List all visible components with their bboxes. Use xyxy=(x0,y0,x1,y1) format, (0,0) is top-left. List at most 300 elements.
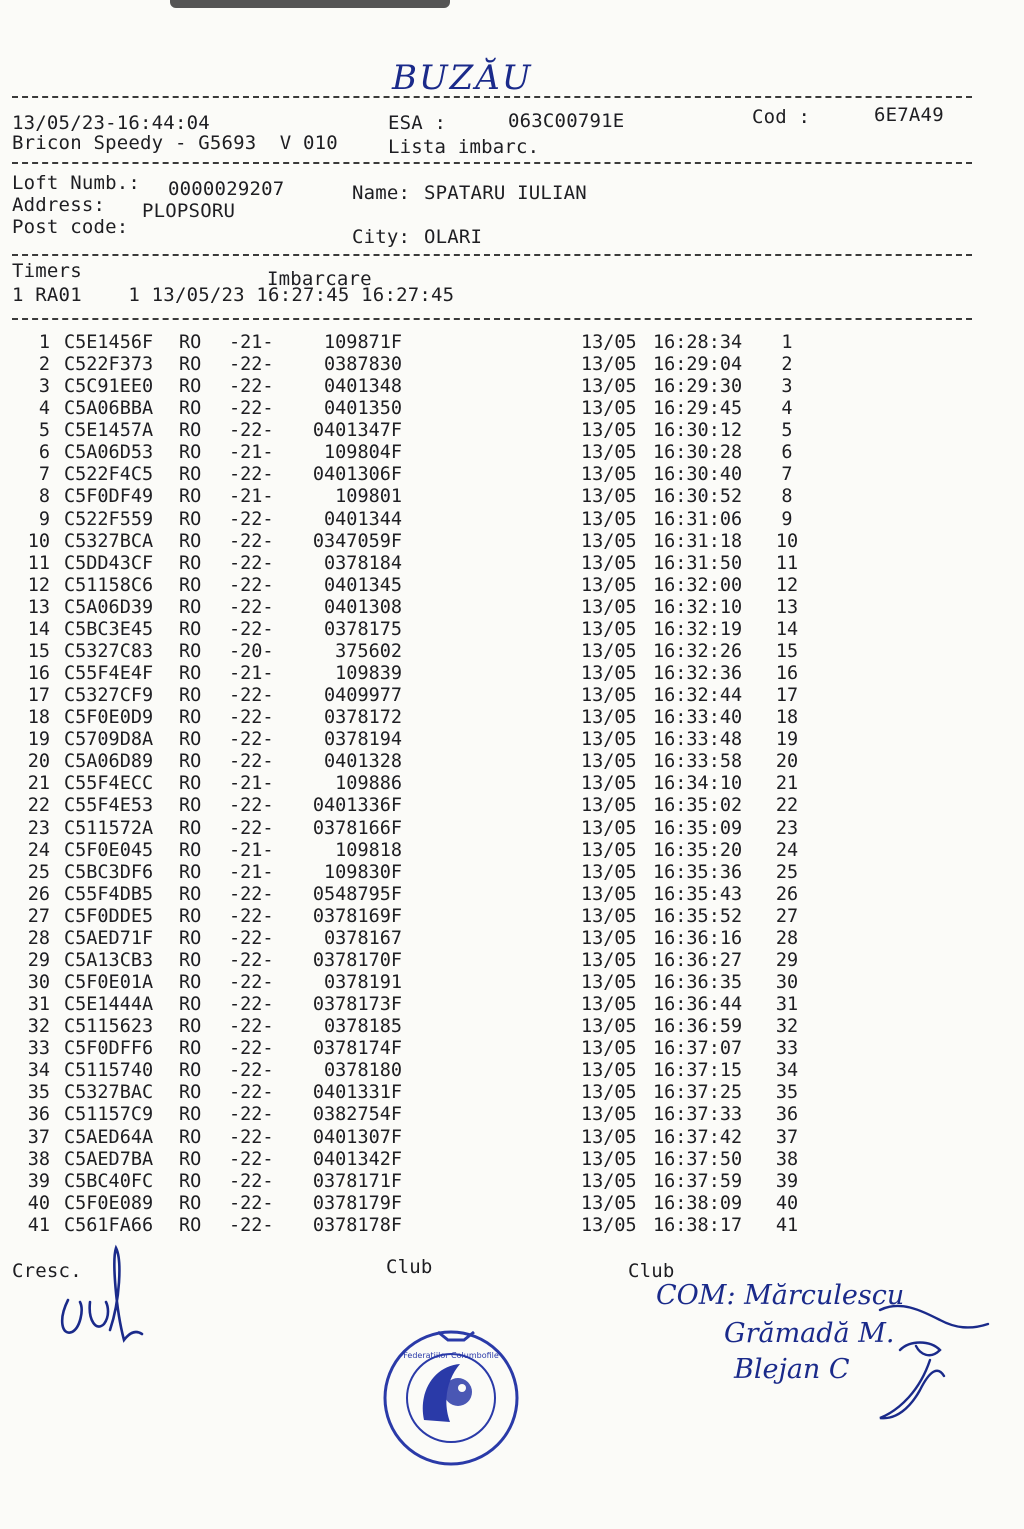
cell-n: 2 xyxy=(38,354,50,375)
cell-time: 16:32:44 xyxy=(653,685,743,706)
cell-pos: 12 xyxy=(775,575,799,596)
cell-n: 13 xyxy=(27,597,50,618)
cell-date: 13/05 xyxy=(581,795,637,816)
cell-date: 13/05 xyxy=(581,972,637,993)
cell-pos: 13 xyxy=(775,597,799,618)
cell-time: 16:30:28 xyxy=(653,442,743,463)
cell-country: RO xyxy=(179,685,202,706)
timer-line: 1 RA01 1 13/05/23 16:27:45 16:27:45 xyxy=(12,284,455,306)
cell-year: -22- xyxy=(229,818,274,839)
cell-time: 16:32:19 xyxy=(653,619,743,640)
cell-n: 5 xyxy=(38,420,50,441)
cell-date: 13/05 xyxy=(581,1038,637,1059)
cell-ring: C5327C83 xyxy=(64,641,154,662)
cell-country: RO xyxy=(179,1060,202,1081)
table-row xyxy=(0,1082,1024,1104)
table-row xyxy=(0,818,1024,840)
cell-date: 13/05 xyxy=(581,707,637,728)
table-row xyxy=(0,795,1024,817)
cell-ring: C5E1457A xyxy=(64,420,154,441)
cell-pos: 30 xyxy=(775,972,799,993)
table-row xyxy=(0,994,1024,1016)
cell-number: 0387830 xyxy=(324,354,402,375)
table-row xyxy=(0,1149,1024,1171)
cell-time: 16:37:25 xyxy=(653,1082,743,1103)
cell-pos: 33 xyxy=(775,1038,799,1059)
imbarcare-label: Imbarcare xyxy=(267,268,372,290)
cell-time: 16:33:48 xyxy=(653,729,743,750)
club-label-1: Club xyxy=(386,1256,433,1278)
cell-n: 6 xyxy=(38,442,50,463)
cell-time: 16:36:59 xyxy=(653,1016,743,1037)
cell-year: -22- xyxy=(229,884,274,905)
cell-date: 13/05 xyxy=(581,575,637,596)
cell-date: 13/05 xyxy=(581,884,637,905)
cell-time: 16:29:30 xyxy=(653,376,743,397)
cell-n: 35 xyxy=(27,1082,50,1103)
cell-year: -22- xyxy=(229,420,274,441)
cell-pos: 29 xyxy=(775,950,799,971)
cell-date: 13/05 xyxy=(581,597,637,618)
cell-number: 109804F xyxy=(324,442,402,463)
cell-date: 13/05 xyxy=(581,928,637,949)
cell-year: -22- xyxy=(229,398,274,419)
cell-ring: C55F4E53 xyxy=(64,795,154,816)
cell-pos: 28 xyxy=(775,928,799,949)
cell-pos: 26 xyxy=(775,884,799,905)
cell-pos: 18 xyxy=(775,707,799,728)
stamp-text: Federatiilor Columbofile xyxy=(403,1351,499,1360)
cell-country: RO xyxy=(179,1016,202,1037)
cell-n: 18 xyxy=(27,707,50,728)
cell-pos: 24 xyxy=(775,840,799,861)
cell-country: RO xyxy=(179,531,202,552)
cell-pos: 3 xyxy=(781,376,793,397)
cell-ring: C5327CF9 xyxy=(64,685,154,706)
cell-number: 0382754F xyxy=(312,1104,402,1125)
cell-pos: 35 xyxy=(775,1082,799,1103)
cell-number: 0378171F xyxy=(312,1171,402,1192)
cod-label: Cod : xyxy=(752,106,811,128)
cell-year: -22- xyxy=(229,729,274,750)
device-name: Bricon Speedy - G5693 V 010 xyxy=(12,132,338,154)
cell-pos: 8 xyxy=(781,486,793,507)
cell-ring: C5A13CB3 xyxy=(64,950,154,971)
cell-year: -22- xyxy=(229,950,274,971)
table-row xyxy=(0,575,1024,597)
cell-number: 109871F xyxy=(324,332,402,353)
cell-year: -22- xyxy=(229,619,274,640)
cell-country: RO xyxy=(179,795,202,816)
cell-n: 32 xyxy=(27,1016,50,1037)
cell-n: 37 xyxy=(27,1127,50,1148)
cell-pos: 19 xyxy=(775,729,799,750)
cell-country: RO xyxy=(179,906,202,927)
cell-pos: 9 xyxy=(781,509,793,530)
cell-n: 1 xyxy=(38,332,50,353)
cell-country: RO xyxy=(179,1127,202,1148)
cell-year: -22- xyxy=(229,1127,274,1148)
cell-pos: 16 xyxy=(775,663,799,684)
cell-date: 13/05 xyxy=(581,1149,637,1170)
cell-number: 0401336F xyxy=(312,795,402,816)
cell-n: 38 xyxy=(27,1149,50,1170)
table-row xyxy=(0,1038,1024,1060)
cell-pos: 7 xyxy=(781,464,793,485)
cell-date: 13/05 xyxy=(581,862,637,883)
handwritten-title: BUZĂU xyxy=(392,58,533,98)
cell-pos: 23 xyxy=(775,818,799,839)
table-row xyxy=(0,354,1024,376)
cell-pos: 6 xyxy=(781,442,793,463)
cell-date: 13/05 xyxy=(581,641,637,662)
cell-ring: C5A06D39 xyxy=(64,597,154,618)
cell-year: -22- xyxy=(229,509,274,530)
cell-pos: 31 xyxy=(775,994,799,1015)
cell-pos: 4 xyxy=(781,398,793,419)
cell-year: -22- xyxy=(229,972,274,993)
cell-country: RO xyxy=(179,1149,202,1170)
table-row xyxy=(0,376,1024,398)
cell-n: 3 xyxy=(38,376,50,397)
cell-date: 13/05 xyxy=(581,1016,637,1037)
cell-ring: C5115740 xyxy=(64,1060,154,1081)
cell-year: -22- xyxy=(229,685,274,706)
cell-ring: C5115623 xyxy=(64,1016,154,1037)
cell-n: 15 xyxy=(27,641,50,662)
cell-date: 13/05 xyxy=(581,663,637,684)
cell-year: -22- xyxy=(229,531,274,552)
cell-n: 4 xyxy=(38,398,50,419)
cell-date: 13/05 xyxy=(581,531,637,552)
cell-time: 16:34:10 xyxy=(653,773,743,794)
cell-ring: C5709D8A xyxy=(64,729,154,750)
cell-year: -22- xyxy=(229,707,274,728)
cell-country: RO xyxy=(179,818,202,839)
cell-country: RO xyxy=(179,663,202,684)
cell-ring: C55F4ECC xyxy=(64,773,154,794)
table-row xyxy=(0,398,1024,420)
cell-date: 13/05 xyxy=(581,1127,637,1148)
cell-date: 13/05 xyxy=(581,818,637,839)
cell-pos: 15 xyxy=(775,641,799,662)
cell-number: 109886 xyxy=(335,773,402,794)
cell-country: RO xyxy=(179,994,202,1015)
cell-number: 109818 xyxy=(335,840,402,861)
cell-n: 11 xyxy=(27,553,50,574)
commission-line-1: COM: Mărculescu xyxy=(656,1280,905,1311)
cell-number: 109830F xyxy=(324,862,402,883)
cell-number: 0378179F xyxy=(312,1193,402,1214)
cell-pos: 38 xyxy=(775,1149,799,1170)
cell-time: 16:35:43 xyxy=(653,884,743,905)
cell-date: 13/05 xyxy=(581,332,637,353)
cell-time: 16:36:35 xyxy=(653,972,743,993)
cell-time: 16:37:07 xyxy=(653,1038,743,1059)
cell-ring: C5DD43CF xyxy=(64,553,154,574)
table-row xyxy=(0,1104,1024,1126)
address-label: Address: xyxy=(12,194,106,216)
cell-ring: C5BC3DF6 xyxy=(64,862,154,883)
cell-year: -22- xyxy=(229,928,274,949)
cell-year: -21- xyxy=(229,486,274,507)
cell-year: -21- xyxy=(229,663,274,684)
cell-date: 13/05 xyxy=(581,420,637,441)
cell-time: 16:29:04 xyxy=(653,354,743,375)
cell-pos: 21 xyxy=(775,773,799,794)
cell-ring: C5F0DF49 xyxy=(64,486,154,507)
divider-4 xyxy=(12,318,972,320)
cell-year: -22- xyxy=(229,994,274,1015)
city-value: OLARI xyxy=(424,226,483,248)
table-row xyxy=(0,862,1024,884)
list-title: Lista imbarc. xyxy=(388,136,540,158)
cell-time: 16:31:18 xyxy=(653,531,743,552)
cell-n: 19 xyxy=(27,729,50,750)
cell-country: RO xyxy=(179,619,202,640)
cell-date: 13/05 xyxy=(581,354,637,375)
cell-number: 0378175 xyxy=(324,619,402,640)
cell-number: 0401308 xyxy=(324,597,402,618)
cell-number: 0378170F xyxy=(312,950,402,971)
cell-number: 0378184 xyxy=(324,553,402,574)
cell-n: 30 xyxy=(27,972,50,993)
cell-n: 31 xyxy=(27,994,50,1015)
cell-number: 0378178F xyxy=(312,1215,402,1236)
cell-country: RO xyxy=(179,862,202,883)
cell-n: 9 xyxy=(38,509,50,530)
cell-number: 0401331F xyxy=(312,1082,402,1103)
cell-time: 16:38:17 xyxy=(653,1215,743,1236)
cell-ring: C561FA66 xyxy=(64,1215,154,1236)
cell-country: RO xyxy=(179,464,202,485)
cell-time: 16:37:59 xyxy=(653,1171,743,1192)
cell-ring: C51158C6 xyxy=(64,575,154,596)
cell-number: 0378172 xyxy=(324,707,402,728)
table-row xyxy=(0,332,1024,354)
cell-ring: C5A06D53 xyxy=(64,442,154,463)
table-row xyxy=(0,1193,1024,1215)
cell-date: 13/05 xyxy=(581,994,637,1015)
cell-country: RO xyxy=(179,1215,202,1236)
table-row xyxy=(0,641,1024,663)
name-label: Name: xyxy=(352,182,411,204)
cell-ring: C5E1444A xyxy=(64,994,154,1015)
cell-ring: C5F0E0D9 xyxy=(64,707,154,728)
cell-ring: C5E1456F xyxy=(64,332,154,353)
cell-n: 33 xyxy=(27,1038,50,1059)
table-row xyxy=(0,597,1024,619)
cell-pos: 27 xyxy=(775,906,799,927)
cell-time: 16:32:36 xyxy=(653,663,743,684)
table-row xyxy=(0,707,1024,729)
scan-edge xyxy=(170,0,450,8)
cell-number: 0401348 xyxy=(324,376,402,397)
cell-time: 16:33:40 xyxy=(653,707,743,728)
cell-number: 0401342F xyxy=(312,1149,402,1170)
cell-ring: C522F4C5 xyxy=(64,464,154,485)
cell-ring: C5F0E089 xyxy=(64,1193,154,1214)
cell-pos: 10 xyxy=(775,531,799,552)
timers-label: Timers xyxy=(12,260,82,282)
cell-country: RO xyxy=(179,398,202,419)
commission-line-2: Grămadă M. xyxy=(724,1318,895,1349)
cell-time: 16:36:27 xyxy=(653,950,743,971)
cell-country: RO xyxy=(179,442,202,463)
table-row xyxy=(0,773,1024,795)
cell-time: 16:35:20 xyxy=(653,840,743,861)
cell-year: -22- xyxy=(229,1016,274,1037)
print-datetime: 13/05/23-16:44:04 xyxy=(12,112,210,134)
cell-time: 16:33:58 xyxy=(653,751,743,772)
cell-year: -21- xyxy=(229,840,274,861)
cell-pos: 36 xyxy=(775,1104,799,1125)
cell-date: 13/05 xyxy=(581,1171,637,1192)
address-value: PLOPSORU xyxy=(142,200,236,222)
cell-pos: 22 xyxy=(775,795,799,816)
cell-number: 0378194 xyxy=(324,729,402,750)
cell-date: 13/05 xyxy=(581,840,637,861)
cell-year: -22- xyxy=(229,575,274,596)
cell-year: -22- xyxy=(229,1193,274,1214)
cell-number: 0401344 xyxy=(324,509,402,530)
cell-country: RO xyxy=(179,1038,202,1059)
cell-time: 16:35:52 xyxy=(653,906,743,927)
cell-year: -22- xyxy=(229,795,274,816)
cell-year: -20- xyxy=(229,641,274,662)
cell-date: 13/05 xyxy=(581,729,637,750)
cell-year: -22- xyxy=(229,1171,274,1192)
cell-n: 27 xyxy=(27,906,50,927)
city-label: City: xyxy=(352,226,411,248)
cell-date: 13/05 xyxy=(581,751,637,772)
cell-country: RO xyxy=(179,332,202,353)
cell-year: -22- xyxy=(229,553,274,574)
cell-number: 0378180 xyxy=(324,1060,402,1081)
divider-3 xyxy=(12,254,972,256)
cell-number: 0548795F xyxy=(312,884,402,905)
cell-ring: C5327BCA xyxy=(64,531,154,552)
cell-year: -22- xyxy=(229,354,274,375)
cell-pos: 39 xyxy=(775,1171,799,1192)
cell-date: 13/05 xyxy=(581,442,637,463)
cell-pos: 25 xyxy=(775,862,799,883)
cell-pos: 17 xyxy=(775,685,799,706)
cell-date: 13/05 xyxy=(581,1193,637,1214)
cell-country: RO xyxy=(179,773,202,794)
table-row xyxy=(0,1171,1024,1193)
cell-date: 13/05 xyxy=(581,773,637,794)
cell-n: 7 xyxy=(38,464,50,485)
cell-time: 16:30:52 xyxy=(653,486,743,507)
cell-country: RO xyxy=(179,376,202,397)
cell-year: -22- xyxy=(229,1082,274,1103)
cell-n: 25 xyxy=(27,862,50,883)
table-row xyxy=(0,619,1024,641)
cell-date: 13/05 xyxy=(581,685,637,706)
table-row xyxy=(0,928,1024,950)
cell-n: 12 xyxy=(27,575,50,596)
cell-country: RO xyxy=(179,420,202,441)
table-row xyxy=(0,553,1024,575)
cell-year: -21- xyxy=(229,332,274,353)
cell-n: 8 xyxy=(38,486,50,507)
table-row xyxy=(0,442,1024,464)
cell-country: RO xyxy=(179,1171,202,1192)
cell-ring: C5A06BBA xyxy=(64,398,154,419)
cell-year: -22- xyxy=(229,906,274,927)
cell-number: 0401347F xyxy=(312,420,402,441)
table-row xyxy=(0,884,1024,906)
cell-country: RO xyxy=(179,928,202,949)
cell-year: -22- xyxy=(229,751,274,772)
cell-ring: C5F0E01A xyxy=(64,972,154,993)
cell-ring: C5F0DFF6 xyxy=(64,1038,154,1059)
cell-pos: 5 xyxy=(781,420,793,441)
cell-country: RO xyxy=(179,509,202,530)
cell-date: 13/05 xyxy=(581,464,637,485)
cell-year: -22- xyxy=(229,464,274,485)
cell-year: -21- xyxy=(229,442,274,463)
cell-time: 16:28:34 xyxy=(653,332,743,353)
cell-date: 13/05 xyxy=(581,376,637,397)
cell-pos: 41 xyxy=(775,1215,799,1236)
cell-n: 16 xyxy=(27,663,50,684)
table-row xyxy=(0,685,1024,707)
table-row xyxy=(0,751,1024,773)
cell-time: 16:35:09 xyxy=(653,818,743,839)
cell-country: RO xyxy=(179,950,202,971)
table-row xyxy=(0,531,1024,553)
table-row xyxy=(0,950,1024,972)
cell-n: 39 xyxy=(27,1171,50,1192)
cell-pos: 11 xyxy=(775,553,799,574)
cell-ring: C511572A xyxy=(64,818,154,839)
cell-year: -22- xyxy=(229,597,274,618)
cell-n: 24 xyxy=(27,840,50,861)
cell-date: 13/05 xyxy=(581,906,637,927)
cell-time: 16:36:44 xyxy=(653,994,743,1015)
cell-time: 16:32:10 xyxy=(653,597,743,618)
cell-number: 0409977 xyxy=(324,685,402,706)
cresc-label: Cresc. xyxy=(12,1260,82,1282)
cell-time: 16:29:45 xyxy=(653,398,743,419)
cell-country: RO xyxy=(179,1082,202,1103)
cod-value: 6E7A49 xyxy=(874,104,944,126)
cell-number: 109839 xyxy=(335,663,402,684)
cell-date: 13/05 xyxy=(581,1215,637,1236)
cell-n: 28 xyxy=(27,928,50,949)
cell-country: RO xyxy=(179,641,202,662)
cell-n: 23 xyxy=(27,818,50,839)
cell-number: 0378191 xyxy=(324,972,402,993)
cell-date: 13/05 xyxy=(581,398,637,419)
cell-ring: C5C91EE0 xyxy=(64,376,154,397)
cell-time: 16:38:09 xyxy=(653,1193,743,1214)
cell-ring: C55F4DB5 xyxy=(64,884,154,905)
cell-number: 0347059F xyxy=(312,531,402,552)
cell-number: 0401350 xyxy=(324,398,402,419)
cell-n: 10 xyxy=(27,531,50,552)
cell-ring: C522F559 xyxy=(64,509,154,530)
cell-n: 36 xyxy=(27,1104,50,1125)
cell-time: 16:36:16 xyxy=(653,928,743,949)
cell-date: 13/05 xyxy=(581,950,637,971)
cell-date: 13/05 xyxy=(581,509,637,530)
cell-ring: C5F0E045 xyxy=(64,840,154,861)
table-row xyxy=(0,464,1024,486)
cell-time: 16:37:42 xyxy=(653,1127,743,1148)
